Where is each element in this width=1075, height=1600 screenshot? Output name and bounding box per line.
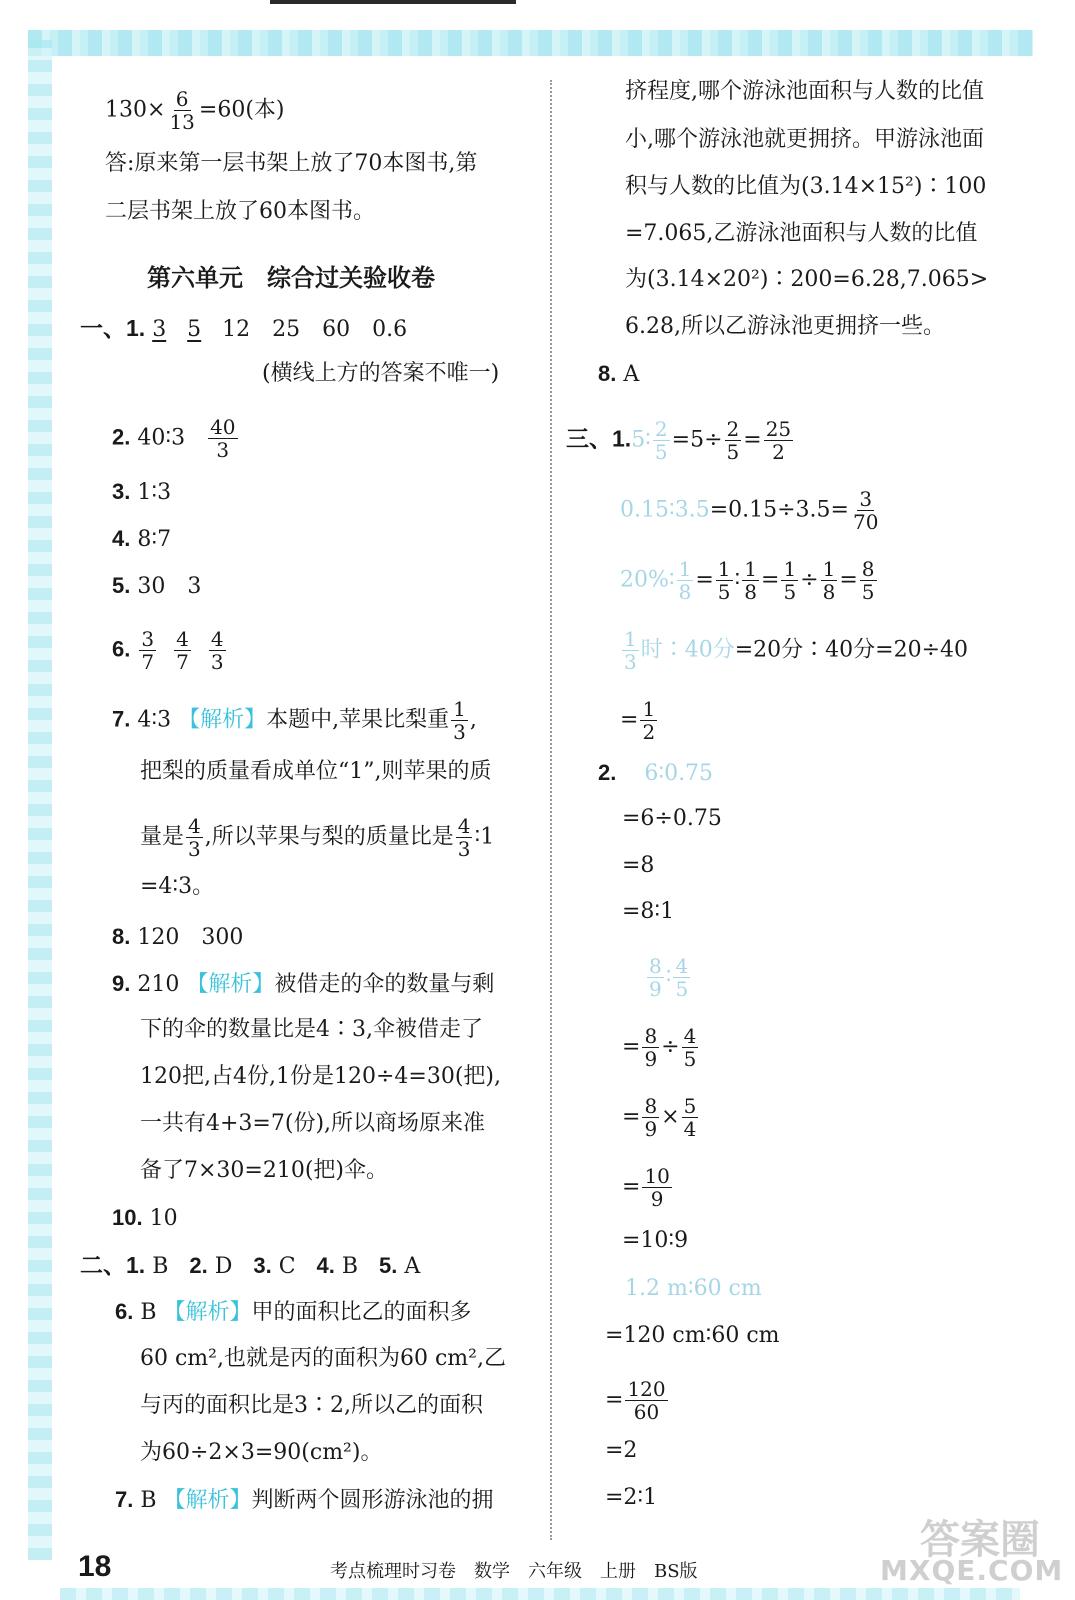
book-info: 考点梳理时习卷 数学 六年级 上册 BS版 bbox=[330, 1561, 698, 1582]
q1-answer: 一、1. 3 5 12 25 60 0.6 bbox=[80, 315, 408, 342]
decorative-border-left bbox=[28, 40, 52, 1560]
s3-q1-line: 20%∶ $\frac{1}{8}$ = $\frac{1}{5}$ ∶ $\frac{1}{8}$ = $\frac{1}{5}$ ÷ $\frac{1}{8}$ = $\frac{8}{5}$ bbox=[620, 557, 875, 604]
column-divider bbox=[550, 80, 552, 1540]
analysis-tag: 【解析】 bbox=[178, 707, 267, 733]
section2-answers: 二、1. B 2. D 3. C 4. B 5. A bbox=[80, 1252, 421, 1279]
decorative-border-bottom bbox=[60, 1588, 1020, 1600]
analysis-tag: 【解析】 bbox=[186, 972, 275, 997]
s3-q2-line: =2 bbox=[605, 1438, 638, 1463]
note: (横线上方的答案不唯一) bbox=[262, 361, 500, 386]
s3-q2-line: = $\frac{8}{9}$ ÷ $\frac{4}{5}$ bbox=[622, 1024, 697, 1071]
q9-answer: 9. 210 【解析】被借走的伞的数量与剩 bbox=[112, 971, 495, 997]
analysis-line: =7.065,乙游泳池面积与人数的比值 bbox=[625, 221, 978, 246]
s2-q6-analysis-line: 60 cm²,也就是丙的面积为60 cm²,乙 bbox=[140, 1346, 506, 1371]
q7-answer: 7. 4∶3 【解析】本题中,苹果比梨重 $\frac{1}{3}$ , bbox=[112, 697, 477, 744]
q3-answer: 3. 1∶3 bbox=[112, 479, 172, 505]
s3-q2-line: =6÷0.75 bbox=[622, 806, 722, 831]
analysis-tag: 【解析】 bbox=[163, 1488, 252, 1513]
s3-q1-line: $\frac{1}{3}$ 时∶40分=20分∶40分=20÷40 bbox=[624, 627, 969, 674]
q4-answer: 4. 8∶7 bbox=[112, 526, 172, 552]
page-number: 18 bbox=[78, 1550, 112, 1583]
s3-q2-line: =8 bbox=[622, 853, 655, 878]
s3-q2-line: =10∶9 bbox=[622, 1228, 689, 1253]
r-q8-answer: 8. A bbox=[598, 361, 640, 387]
decorative-border-top bbox=[28, 30, 1033, 56]
q6-answer: 6. $\frac{3}{7}$ $\frac{4}{7}$ $\frac{4}{3}$ bbox=[112, 627, 224, 674]
s3-q2-line: =120 cm∶60 cm bbox=[605, 1323, 780, 1348]
q9-analysis-line: 下的伞的数量比是4∶3,伞被借走了 bbox=[140, 1017, 483, 1042]
s3-q2-line: = $\frac{120}{60}$ bbox=[605, 1377, 666, 1424]
s3-q2-line: = $\frac{8}{9}$ × $\frac{5}{4}$ bbox=[622, 1094, 697, 1141]
s3-q1-line: 0.15∶3.5=0.15÷3.5= $\frac{3}{70}$ bbox=[620, 487, 879, 534]
calc-line: 130× $\frac{6}{13}$ =60(本) bbox=[105, 87, 285, 134]
s2-q6-answer: 6. B 【解析】甲的面积比乙的面积多 bbox=[115, 1299, 472, 1325]
s3-q2-line: $\frac{8}{9}$ ∶ $\frac{4}{5}$ bbox=[649, 954, 689, 1001]
analysis-line: 挤程度,哪个游泳池面积与人数的比值 bbox=[625, 79, 984, 104]
answer-line: 答:原来第一层书架上放了70本图书,第 bbox=[105, 151, 478, 176]
section-heading: 第六单元 综合过关验收卷 bbox=[147, 264, 435, 292]
q10-answer: 10. 10 bbox=[112, 1205, 178, 1231]
s2-q6-analysis-line: 为60÷2×3=90(cm²)。 bbox=[140, 1440, 383, 1465]
answer-line: 二层书架上放了60本图书。 bbox=[105, 199, 375, 224]
s2-q7-answer: 7. B 【解析】判断两个圆形游泳池的拥 bbox=[115, 1487, 494, 1513]
q9-analysis-line: 120把,占4份,1份是120÷4=30(把), bbox=[140, 1064, 501, 1089]
q8-answer: 8. 120 300 bbox=[112, 924, 244, 950]
q7-analysis-line: 量是 $\frac{4}{3}$ ,所以苹果与梨的质量比是 $\frac{4}{3}$ ∶1 bbox=[140, 814, 495, 861]
q9-analysis-line: 一共有4+3=7(份),所以商场原来准 bbox=[140, 1111, 486, 1136]
s3-q2-line: =2∶1 bbox=[605, 1485, 658, 1510]
analysis-tag: 【解析】 bbox=[163, 1300, 252, 1325]
q7-analysis-line: 把梨的质量看成单位“1”,则苹果的质 bbox=[140, 759, 492, 784]
analysis-line: 6.28,所以乙游泳池更拥挤一些。 bbox=[625, 314, 945, 339]
analysis-line: 为(3.14×20²)∶200=6.28,7.065> bbox=[625, 267, 989, 292]
s2-q6-analysis-line: 与丙的面积比是3∶2,所以乙的面积 bbox=[140, 1393, 483, 1418]
s3-q2-line: 1.2 m∶60 cm bbox=[625, 1276, 762, 1301]
analysis-line: 积与人数的比值为(3.14×15²)∶100 bbox=[625, 174, 987, 199]
top-bar bbox=[270, 0, 516, 4]
q5-answer: 5. 30 3 bbox=[112, 573, 202, 599]
q2-answer: 2. 40∶3 $\frac{40}{3}$ bbox=[112, 415, 236, 462]
watermark-logo: 答案圈 MXQE.COM bbox=[880, 1517, 1064, 1587]
s3-q2-line: =8∶1 bbox=[622, 899, 675, 924]
s3-q1-line: = $\frac{1}{2}$ bbox=[620, 697, 656, 744]
s3-q1-line: 三、1.5∶ $\frac{2}{5}$ =5÷ $\frac{2}{5}$ = $\frac{25}{2}$ bbox=[566, 417, 792, 464]
q7-analysis-line: =4∶3。 bbox=[140, 874, 215, 899]
s3-q2-line: 2. 6∶0.75 bbox=[598, 760, 714, 786]
analysis-line: 小,哪个游泳池就更拥挤。甲游泳池面 bbox=[625, 127, 984, 152]
s3-q2-line: = $\frac{10}{9}$ bbox=[622, 1164, 670, 1211]
q9-analysis-line: 备了7×30=210(把)伞。 bbox=[140, 1158, 389, 1183]
